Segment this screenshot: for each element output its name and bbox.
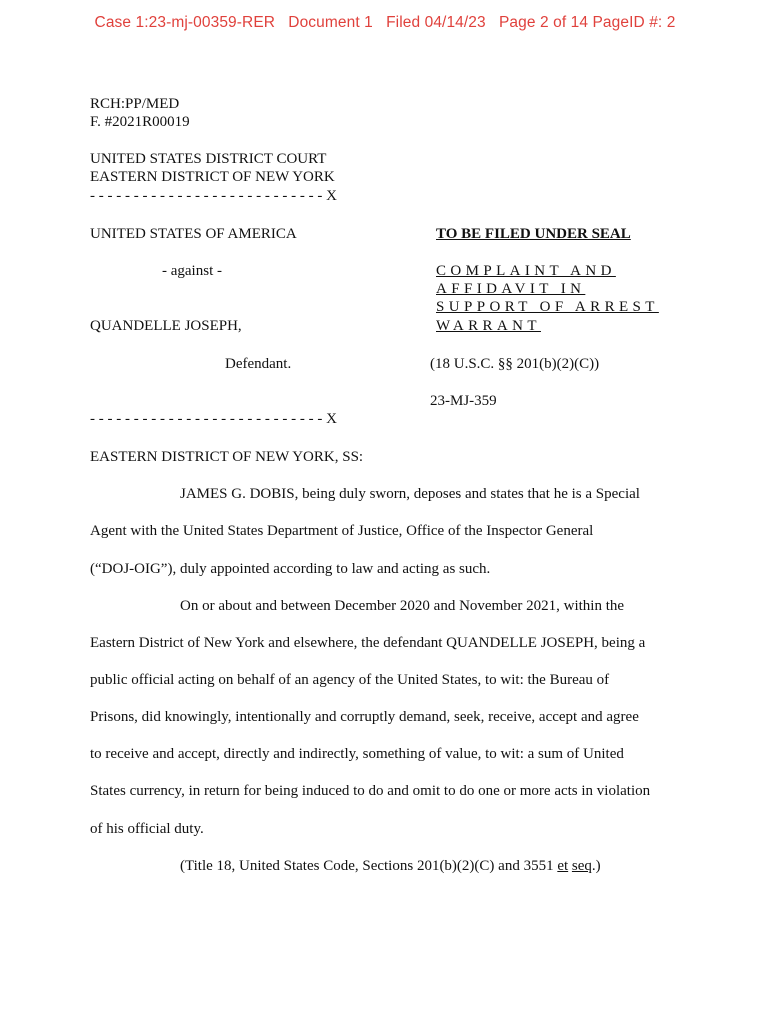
stamp-filed: Filed 04/14/23 bbox=[386, 14, 486, 31]
venue: EASTERN DISTRICT OF NEW YORK, SS: bbox=[90, 449, 364, 465]
document-title-line-2: AFFIDAVIT IN bbox=[436, 281, 586, 297]
against: - against - bbox=[162, 263, 222, 279]
court-name: UNITED STATES DISTRICT COURT bbox=[90, 151, 327, 167]
paragraph-2-line-6: States currency, in return for being induced to do and omit to do one or more acts in violation bbox=[90, 783, 651, 799]
citation-text: (Title 18, United States Code, Sections 201(b)(2)(C) and 3551 bbox=[180, 858, 558, 874]
court-district: EASTERN DISTRICT OF NEW YORK bbox=[90, 169, 335, 185]
paragraph-2-line-1: On or about and between December 2020 and November 2021, within the bbox=[180, 598, 625, 614]
statute-citation: (18 U.S.C. §§ 201(b)(2)(C)) bbox=[430, 356, 600, 372]
defendant-name: QUANDELLE JOSEPH, bbox=[90, 318, 242, 334]
stamp-case: Case 1:23-mj-00359-RER bbox=[94, 14, 276, 31]
caption-separator-bottom: - - - - - - - - - - - - - - - - - - - - - - - - - - - X bbox=[90, 411, 337, 427]
file-number: F. #2021R00019 bbox=[90, 114, 190, 130]
statutory-citation bbox=[180, 857, 601, 875]
stamp-page: Page 2 of 14 PageID #: 2 bbox=[498, 14, 676, 31]
citation-seq: seq bbox=[571, 858, 592, 874]
paragraph-2-line-2: Eastern District of New York and elsewhere, the defendant QUANDELLE JOSEPH, being a bbox=[90, 635, 646, 651]
document-title-line-1: COMPLAINT AND bbox=[436, 263, 616, 279]
paragraph-2-line-7: of his official duty. bbox=[90, 821, 204, 837]
paragraph-1-line-2: Agent with the United States Department of Justice, Office of the Inspector General bbox=[90, 523, 594, 539]
ecf-header-stamp bbox=[0, 14, 770, 32]
seal-notice: TO BE FILED UNDER SEAL bbox=[436, 226, 631, 242]
citation-suffix: .) bbox=[591, 858, 601, 874]
paragraph-1-line-1: JAMES G. DOBIS, being duly sworn, deposes and states that he is a Special bbox=[180, 486, 640, 502]
citation-et: et bbox=[557, 858, 569, 874]
paragraph-2-line-4: Prisons, did knowingly, intentionally and corruptly demand, seek, receive, accept and agree bbox=[90, 709, 639, 725]
stamp-document: Document 1 bbox=[288, 14, 373, 31]
paragraph-2-line-3: public official acting on behalf of an agency of the United States, to wit: the Bureau of bbox=[90, 672, 610, 688]
document-title-line-3: SUPPORT OF ARREST bbox=[436, 299, 659, 315]
paragraph-2-line-5: to receive and accept, directly and indirectly, something of value, to wit: a sum of United bbox=[90, 746, 624, 762]
defendant-label: Defendant. bbox=[225, 356, 292, 372]
case-number: 23-MJ-359 bbox=[430, 393, 497, 409]
paragraph-1-line-3: (“DOJ-OIG”), duly appointed according to law and acting as such. bbox=[90, 561, 491, 577]
initials: RCH:PP/MED bbox=[90, 96, 180, 112]
plaintiff: UNITED STATES OF AMERICA bbox=[90, 226, 297, 242]
caption-separator-top: - - - - - - - - - - - - - - - - - - - - - - - - - - - X bbox=[90, 188, 337, 204]
document-title-line-4: WARRANT bbox=[436, 318, 541, 334]
